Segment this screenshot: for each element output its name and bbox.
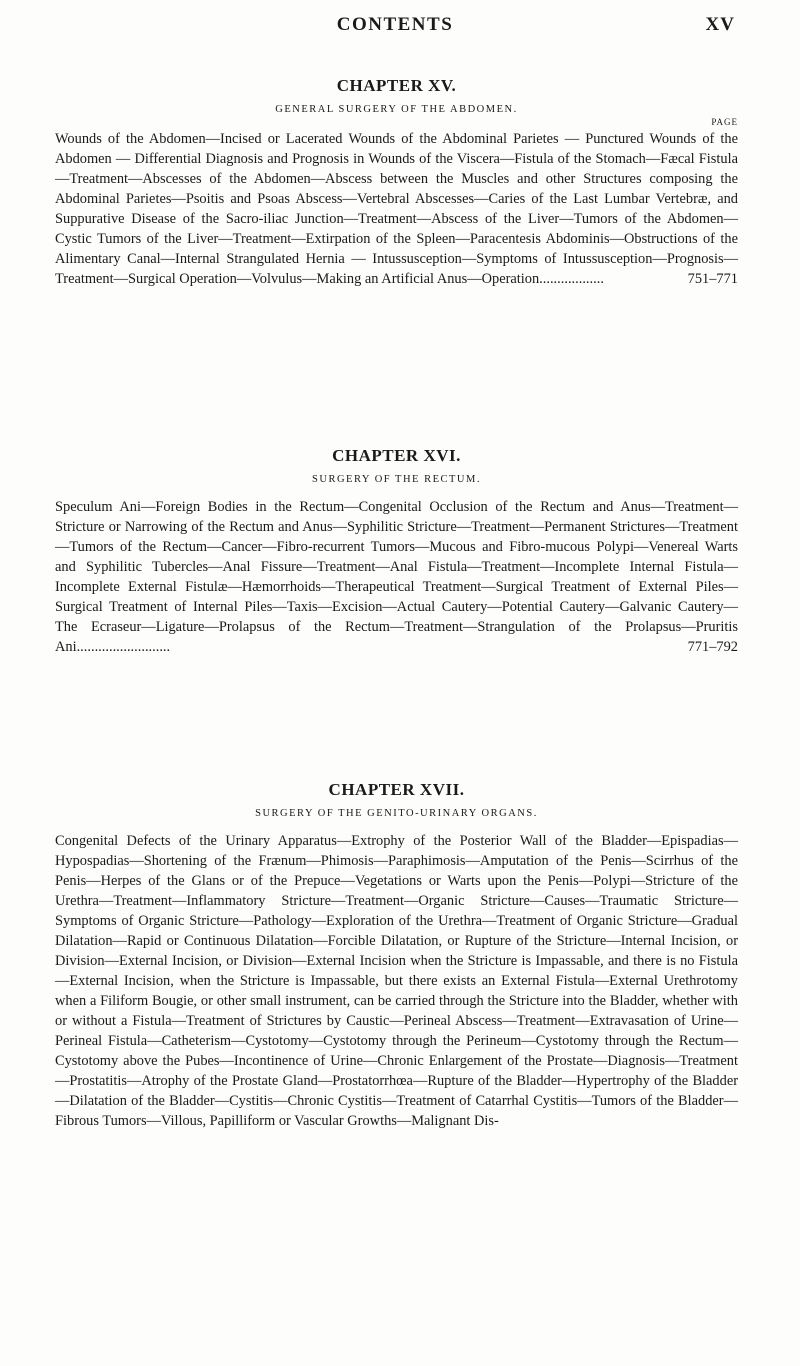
running-title: CONTENTS bbox=[336, 14, 454, 35]
chapter-heading: CHAPTER XVII. bbox=[328, 780, 465, 799]
chapter-heading: CHAPTER XV. bbox=[336, 76, 457, 95]
chapter-contents bbox=[55, 497, 738, 657]
chapter-xv bbox=[55, 76, 738, 289]
chapter-topics: Congenital Defects of the Urinary Apparatus—Extrophy of the Posterior Wall of the Bladder—Epispadias—Hypospadias—Shortening of the Frænum—Phimosis—Paraphimosis—Amputation of the Penis—Scirrhus of the Penis—Herpes of the Glans or of the Prepuce—Vegetations or Warts upon the Penis—Polypi—Stricture of the Urethra—Treatment—Inflammatory Stricture—Treatment—Organic Stricture—Causes—Traumatic Stricture—Symptoms of Organic Stricture—Pathology—Exploration of the Urethra—Treatment of Organic Stricture—Gradual Dilatation—Rapid or Continuous Dilatation—Forcible Dilatation, or Rupture of the Stricture—Internal Incision, or Division—External Incision, or Division—External Incision when the Stricture is Impassable, and there is no Fistula—External Incision, when the Stricture is Impassable, but there exists an External Fistula—External Urethrotomy when a Filiform Bougie, or other small instrument, can be carried through the Stricture into the Bladder, whether with or without a Fistula—Treatment of Strictures by Caustic—Perineal Abscess—Treatment—Extravasation of Urine—Perineal Fistula—Catheterism—Cystotomy—Cystotomy through the Perineum—Cystotomy through the Rectum—Cystotomy above the Pubes—Incontinence of Urine—Chronic Enlargement of the Prostate—Diagnosis—Treatment—Prostatitis—Atrophy of the Prostate Gland—Prostatorrhœa—Rupture of the Bladder—Hypertrophy of the Bladder—Dilatation of the Bladder—Cystitis—Chronic Cystitis—Treatment of Catarrhal Cystitis—Tumors of the Bladder—Fibrous Tumors—Villous, Papilliform or Vascular Growths—Malignant Dis- bbox=[55, 833, 738, 1129]
chapter-subtitle: SURGERY OF THE RECTUM. bbox=[312, 474, 481, 485]
page-number: XV bbox=[705, 14, 735, 35]
page-column-label: PAGE bbox=[711, 117, 738, 127]
running-head bbox=[55, 14, 735, 44]
chapter-subtitle: SURGERY OF THE GENITO-URINARY ORGANS. bbox=[255, 808, 538, 819]
chapter-contents bbox=[55, 129, 738, 289]
chapter-contents bbox=[55, 831, 738, 1131]
chapter-topics: Speculum Ani—Foreign Bodies in the Rectum—Congenital Occlusion of the Rectum and Anus—Treatment—Stricture or Narrowing of the Rectum and Anus—Syphilitic Stricture—Treatment—Permanent Strictures—Treatment—Tumors of the Rectum—Cancer—Fibro-recurrent Tumors—Mucous and Fibro-mucous Polypi—Venereal Warts and Syphilitic Tubercles—Anal Fissure—Treatment—Anal Fistula—Treatment—Incomplete Internal Fistula—Incomplete External Fistulæ—Hæmorrhoids—Therapeutical Treatment—Surgical Treatment of External Piles—Surgical Treatment of Internal Piles—Taxis—Excision—Actual Cautery—Potential Cautery—Galvanic Cautery—The Ecraseur—Ligature—Prolapsus of the Rectum—Treatment—Strangulation of the Prolapsus—Pruritis Ani.......................... bbox=[55, 499, 738, 655]
chapter-xvii bbox=[55, 780, 738, 1131]
chapter-xvi bbox=[55, 446, 738, 657]
page-range: 751–771 bbox=[684, 269, 738, 289]
chapter-heading: CHAPTER XVI. bbox=[332, 446, 461, 465]
chapter-topics: Wounds of the Abdomen—Incised or Lacerated Wounds of the Abdominal Parietes — Punctured Wounds of the Abdomen — Differential Diagnosis and Prognosis in Wounds of the Viscera—Fistula of the Stomach—Fæcal Fistula—Treatment—Abscesses of the Abdomen—Abscess between the Muscles and other Structures composing the Abdominal Parietes—Psoitis and Psoas Abscess—Vertebral Abscesses—Caries of the Last Lumbar Vertebræ, and Suppurative Disease of the Sacro-iliac Junction—Treatment—Abscess of the Liver—Tumors of the Abdomen—Cystic Tumors of the Liver—Treatment—Extirpation of the Spleen—Paracentesis Abdominis—Obstructions of the Alimentary Canal—Internal Strangulated Hernia — Intussusception—Symptoms of Intussusception—Prognosis—Treatment—Surgical Operation—Volvulus—Making an Artificial Anus—Operation.................. bbox=[55, 131, 738, 287]
chapter-subtitle: GENERAL SURGERY OF THE ABDOMEN. bbox=[275, 104, 518, 115]
page-range: 771–792 bbox=[684, 637, 738, 657]
